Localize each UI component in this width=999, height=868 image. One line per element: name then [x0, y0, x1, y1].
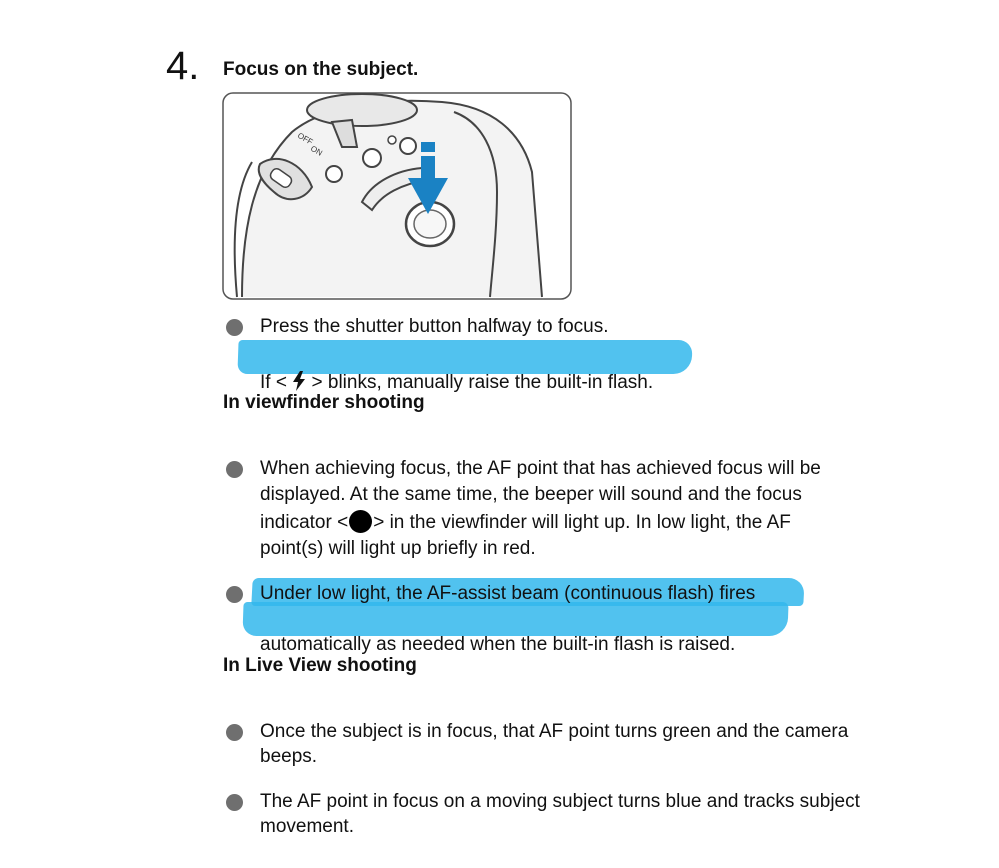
bullet-line: automatically as needed when the built-in flash is raised. [260, 634, 736, 655]
text-fragment: indicator < [260, 512, 349, 533]
bullet-line: point(s) will light up briefly in red. [260, 538, 536, 559]
list-item [226, 314, 654, 393]
text-fragment: > in the viewfinder will light up. In low light, the AF [373, 512, 791, 533]
bullet-icon [226, 794, 243, 811]
step-number: 4. [166, 44, 200, 88]
bullet-line: Once the subject is in focus, that AF point turns green and the camera [260, 721, 849, 742]
list-item [226, 581, 756, 655]
text-fragment: > blinks, manually raise the built-in flash. [311, 372, 654, 393]
bullet-line: displayed. At the same time, the beeper will sound and the focus [260, 484, 802, 505]
bullet-line: The AF point in focus on a moving subject turns blue and tracks subject [260, 791, 860, 812]
section-heading: In Live View shooting [223, 655, 417, 676]
bullet-icon [226, 319, 243, 336]
bullet-icon [226, 724, 243, 741]
section-heading: In viewfinder shooting [223, 392, 425, 413]
bullet-line [260, 370, 653, 396]
bullet-icon [226, 586, 243, 603]
bullet-icon [226, 461, 243, 478]
bullet-line [260, 510, 791, 536]
bullet-line: Press the shutter button halfway to focus. [260, 316, 609, 337]
camera-illustration-icon [222, 92, 572, 300]
step-title: Focus on the subject. [223, 59, 419, 80]
camera-shutter-illustration [222, 92, 572, 300]
on-label: ON [309, 143, 324, 158]
focus-indicator-icon [349, 510, 372, 533]
text-fragment: If < [260, 372, 287, 393]
bullet-line: beeps. [260, 746, 318, 767]
bullet-line: movement. [260, 816, 354, 837]
off-label: OFF [296, 130, 315, 147]
bullet-line: When achieving focus, the AF point that has achieved focus will be [260, 458, 821, 479]
bullet-line: Under low light, the AF-assist beam (continuous flash) fires [260, 583, 756, 604]
flash-icon [292, 371, 306, 391]
